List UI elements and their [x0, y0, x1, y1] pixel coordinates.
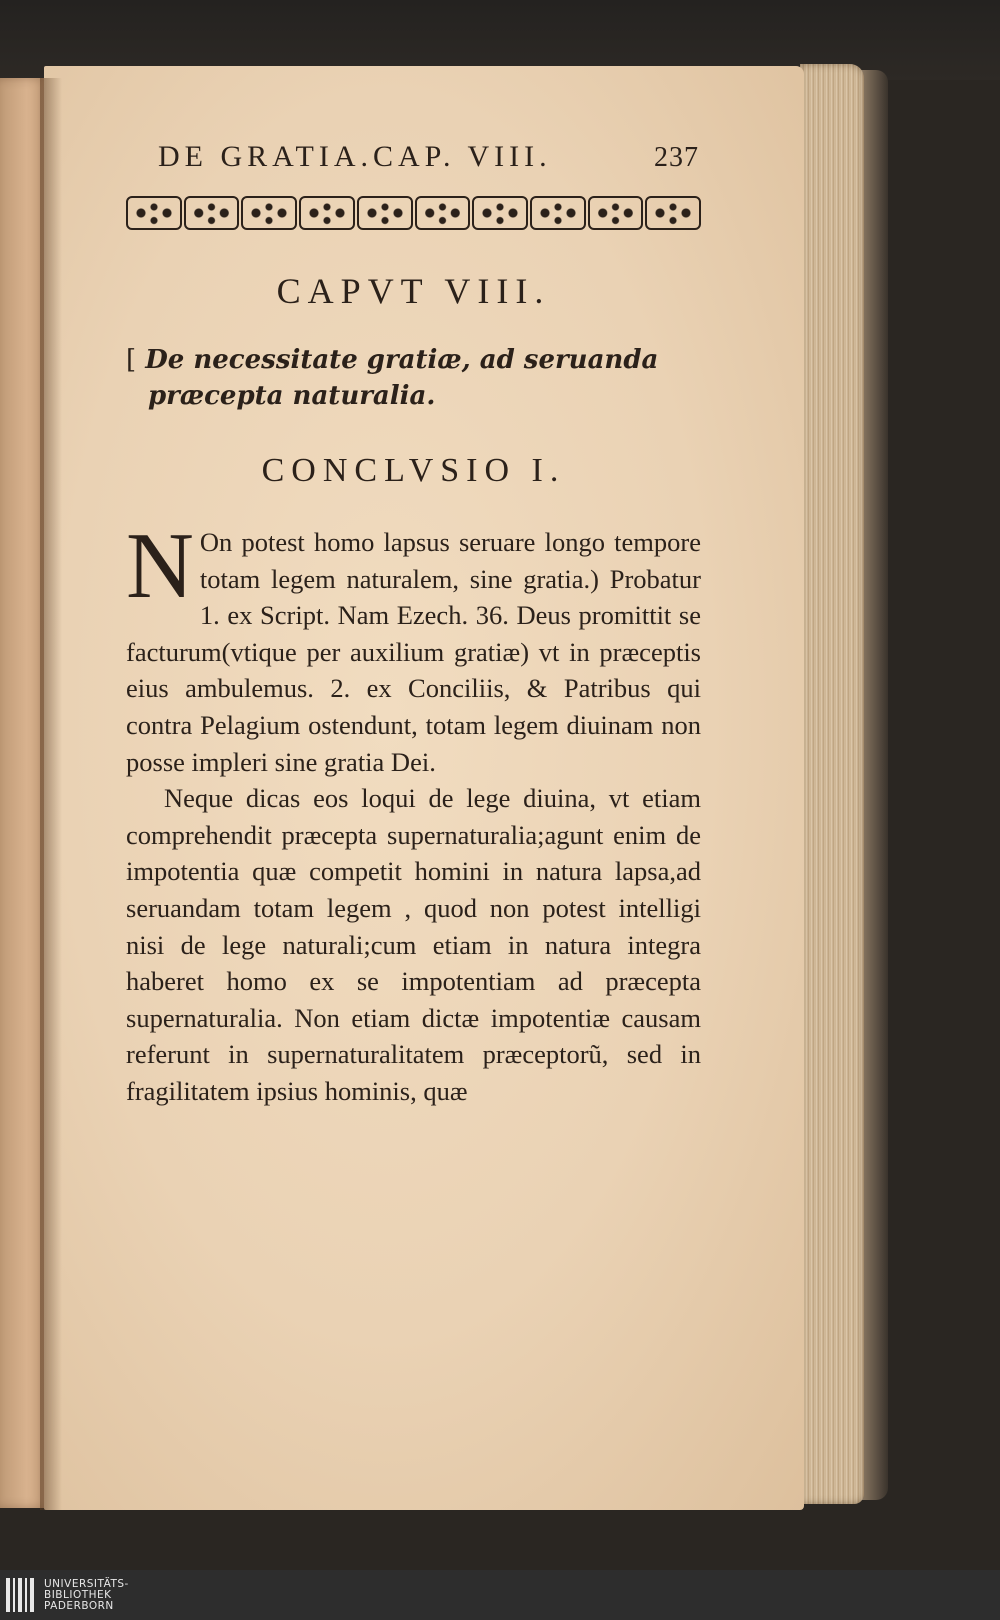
- library-name-line: BIBLIOTHEK: [44, 1588, 112, 1601]
- page-number: 237: [654, 142, 699, 173]
- paragraph-text: On potest homo lapsus seruare longo tempore totam legem naturalem, sine gratia.) Probatur 1. ex Script. Nam Ezech. 36. Deus promittit se facturum(vtique per auxilium gratiæ) vt in præceptis eius ambulemus. 2. ex Conciliis, & Patribus qui contra Pelagium ostendunt, totam legem diuinam non posse impleri sine gratia Dei.: [126, 527, 701, 777]
- chapter-summary: [126, 342, 701, 414]
- library-name-line: PADERBORN: [44, 1599, 114, 1612]
- page-block-fore-edge: [800, 64, 864, 1504]
- running-head-title: DE GRATIA.CAP. VIII.: [158, 140, 552, 173]
- page-text-block: [126, 140, 701, 1110]
- ornament-icon: [299, 196, 355, 230]
- book-edge-shadow: [860, 70, 888, 1500]
- paragraph: Neque dicas eos loqui de lege diuina, vt etiam comprehendit præcepta supernaturalia;agunt enim de impotentia quæ competit homini in natura lapsa,ad seruandam totam legem , quod non potest intelligi nisi de lege naturali;cum etiam in natura integra haberet homo ex se impotentiam ad præcepta supernaturalia. Non etiam dictæ impotentiæ causam referunt in supernaturalitatem præceptorũ, sed in fragilitatem ipsius hominis, quæ: [126, 783, 701, 1106]
- ornament-icon: [184, 196, 240, 230]
- ornament-icon: [645, 196, 701, 230]
- running-head: [158, 140, 701, 174]
- ornament-icon: [126, 196, 182, 230]
- body-text: [126, 514, 701, 1110]
- summary-text: De necessitate gratiæ, ad seruanda præcepta naturalia.: [145, 345, 659, 411]
- ornament-icon: [415, 196, 471, 230]
- library-banner: [0, 1570, 1000, 1620]
- paragraph: [126, 514, 701, 780]
- chapter-title: CAPVT VIII.: [276, 271, 551, 311]
- conclusion-title: CONCLVSIO I.: [261, 452, 566, 489]
- library-logo-icon: [6, 1578, 34, 1612]
- ornament-icon: [472, 196, 528, 230]
- library-name-line: UNIVERSITÄTS-: [44, 1577, 129, 1590]
- ornament-icon: [357, 196, 413, 230]
- ornament-icon: [241, 196, 297, 230]
- summary-bracket: [: [126, 345, 137, 375]
- ornament-icon: [588, 196, 644, 230]
- library-name: [44, 1579, 129, 1612]
- gutter-shadow: [40, 78, 62, 1510]
- ornament-icon: [530, 196, 586, 230]
- ornament-band: [126, 196, 701, 230]
- drop-cap: N: [126, 514, 194, 618]
